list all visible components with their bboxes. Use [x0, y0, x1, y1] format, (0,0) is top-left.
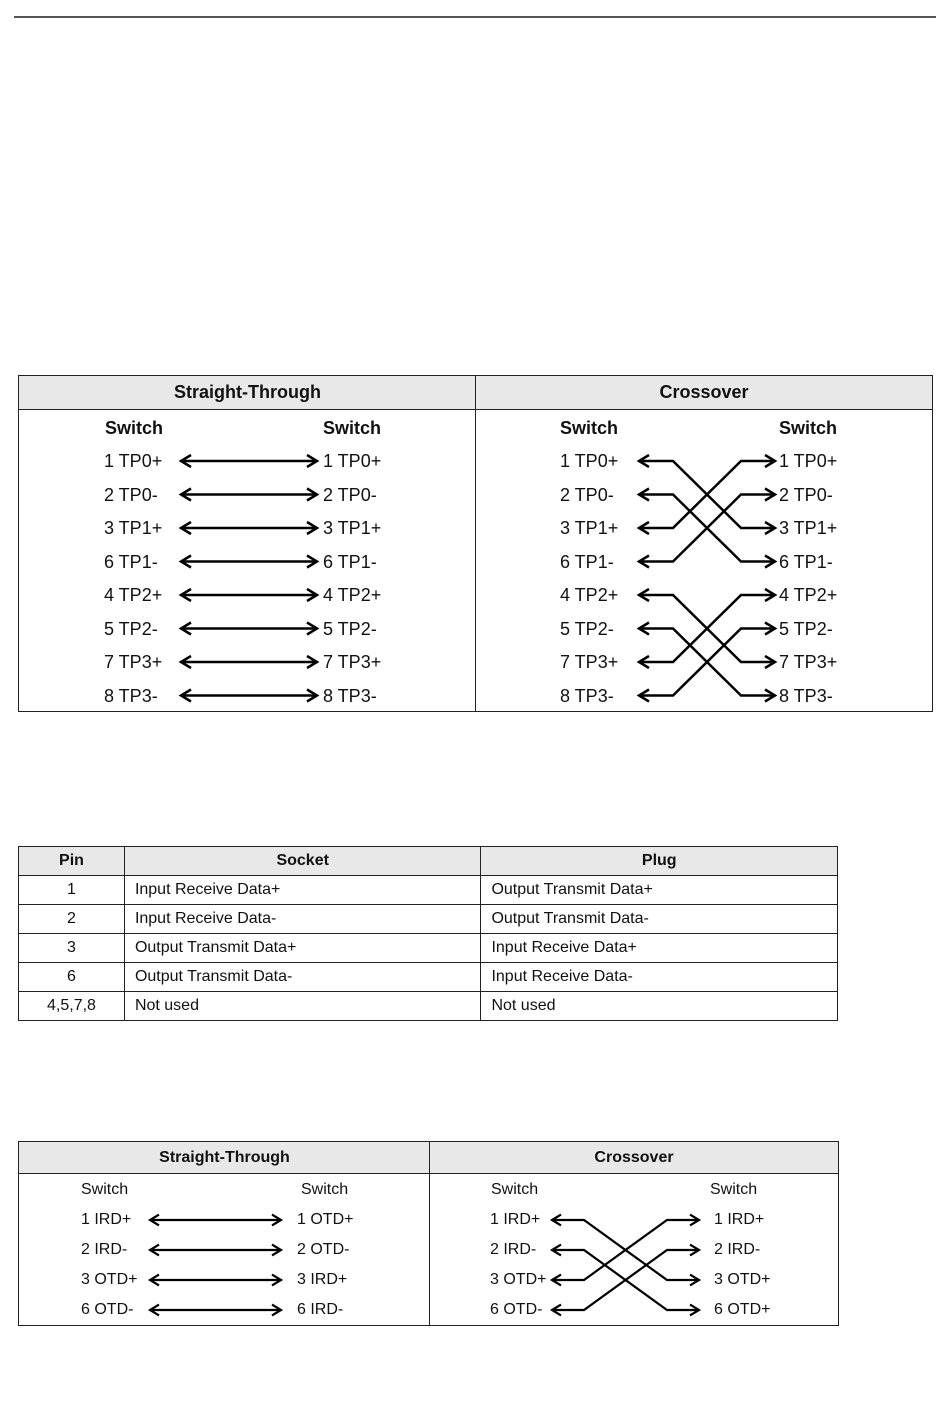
right-pin-label: 8 TP3- — [779, 685, 833, 706]
left-switch-header: Switch — [105, 418, 164, 438]
left-switch-header: Switch — [491, 1181, 539, 1198]
plug-column-header: Plug — [481, 847, 838, 876]
top-rule — [14, 16, 936, 18]
right-pin-label: 5 TP2- — [323, 618, 377, 639]
socket-cell: Not used — [124, 992, 481, 1021]
right-pin-label: 6 TP1- — [323, 551, 377, 572]
right-pin-label: 2 IRD- — [714, 1241, 761, 1258]
left-pin-label: 5 TP2- — [104, 618, 158, 639]
wire-arrows — [19, 376, 934, 713]
left-pin-label: 2 IRD- — [81, 1241, 128, 1258]
left-pin-label: 2 TP0- — [560, 484, 614, 505]
plug-cell: Output Transmit Data- — [481, 905, 838, 934]
left-pin-label: 8 TP3- — [104, 685, 158, 706]
table-row — [19, 876, 838, 905]
left-pin-label: 6 TP1- — [104, 551, 158, 572]
crossover-title: Crossover — [659, 382, 749, 402]
right-pin-label: 5 TP2- — [779, 618, 833, 639]
table-row — [19, 963, 838, 992]
right-pin-label: 3 OTD+ — [714, 1271, 771, 1288]
pin-cell: 1 — [19, 876, 125, 905]
wiring-diagram-4pin — [18, 1141, 839, 1326]
left-pin-label: 4 TP2+ — [104, 585, 163, 605]
right-pin-label: 7 TP3+ — [323, 652, 382, 672]
right-pin-label: 4 TP2+ — [779, 585, 838, 605]
right-pin-label: 6 IRD- — [297, 1301, 344, 1318]
table-row — [19, 992, 838, 1021]
left-pin-label: 7 TP3+ — [104, 652, 163, 672]
right-pin-label: 1 IRD+ — [714, 1211, 765, 1228]
right-pin-label: 1 TP0+ — [323, 451, 382, 471]
right-pin-label: 3 TP1+ — [323, 518, 382, 538]
socket-column-header: Socket — [124, 847, 481, 876]
left-pin-label: 1 TP0+ — [104, 451, 163, 471]
left-pin-label: 3 OTD+ — [81, 1271, 138, 1288]
right-pin-label: 3 TP1+ — [779, 518, 838, 538]
socket-cell: Output Transmit Data+ — [124, 934, 481, 963]
right-pin-label: 1 OTD+ — [297, 1211, 354, 1228]
right-pin-label: 4 TP2+ — [323, 585, 382, 605]
left-pin-label: 1 IRD+ — [490, 1211, 541, 1228]
pin-cell: 6 — [19, 963, 125, 992]
plug-cell: Input Receive Data+ — [481, 934, 838, 963]
crossover-title: Crossover — [594, 1148, 674, 1166]
right-pin-label: 2 OTD- — [297, 1241, 350, 1258]
right-pin-label: 6 TP1- — [779, 551, 833, 572]
pin-cell: 3 — [19, 934, 125, 963]
left-pin-label: 3 TP1+ — [104, 518, 163, 538]
left-pin-label: 1 IRD+ — [81, 1211, 132, 1228]
pin-assignment-table — [18, 846, 838, 1021]
right-switch-header: Switch — [710, 1181, 758, 1198]
right-switch-header: Switch — [301, 1181, 349, 1198]
right-pin-label: 7 TP3+ — [779, 652, 838, 672]
pin-cell: 2 — [19, 905, 125, 934]
wire-arrows — [19, 1142, 840, 1327]
straight-through-title: Straight-Through — [174, 382, 321, 402]
plug-cell: Input Receive Data- — [481, 963, 838, 992]
left-switch-header: Switch — [81, 1181, 129, 1198]
wiring-diagram-8pin — [18, 375, 933, 712]
left-pin-label: 8 TP3- — [560, 685, 614, 706]
right-switch-header: Switch — [779, 418, 838, 438]
left-pin-label: 3 OTD+ — [490, 1271, 547, 1288]
right-pin-label: 2 TP0- — [323, 484, 377, 505]
left-switch-header: Switch — [560, 418, 619, 438]
straight-through-title: Straight-Through — [159, 1148, 290, 1166]
table-row — [19, 905, 838, 934]
socket-cell: Input Receive Data- — [124, 905, 481, 934]
left-pin-label: 2 IRD- — [490, 1241, 537, 1258]
right-pin-label: 8 TP3- — [323, 685, 377, 706]
left-pin-label: 7 TP3+ — [560, 652, 619, 672]
left-pin-label: 6 OTD- — [490, 1301, 543, 1318]
left-pin-label: 1 TP0+ — [560, 451, 619, 471]
left-pin-label: 4 TP2+ — [560, 585, 619, 605]
plug-cell: Output Transmit Data+ — [481, 876, 838, 905]
pin-column-header: Pin — [19, 847, 125, 876]
left-pin-label: 3 TP1+ — [560, 518, 619, 538]
table-row — [19, 934, 838, 963]
right-pin-label: 2 TP0- — [779, 484, 833, 505]
table-header-row — [19, 847, 838, 876]
socket-cell: Input Receive Data+ — [124, 876, 481, 905]
right-pin-label: 3 IRD+ — [297, 1271, 348, 1288]
right-pin-label: 6 OTD+ — [714, 1301, 771, 1318]
right-pin-label: 1 TP0+ — [779, 451, 838, 471]
left-pin-label: 6 TP1- — [560, 551, 614, 572]
left-pin-label: 5 TP2- — [560, 618, 614, 639]
left-pin-label: 6 OTD- — [81, 1301, 134, 1318]
right-switch-header: Switch — [323, 418, 382, 438]
left-pin-label: 2 TP0- — [104, 484, 158, 505]
socket-cell: Output Transmit Data- — [124, 963, 481, 992]
plug-cell: Not used — [481, 992, 838, 1021]
pin-cell: 4,5,7,8 — [19, 992, 125, 1021]
